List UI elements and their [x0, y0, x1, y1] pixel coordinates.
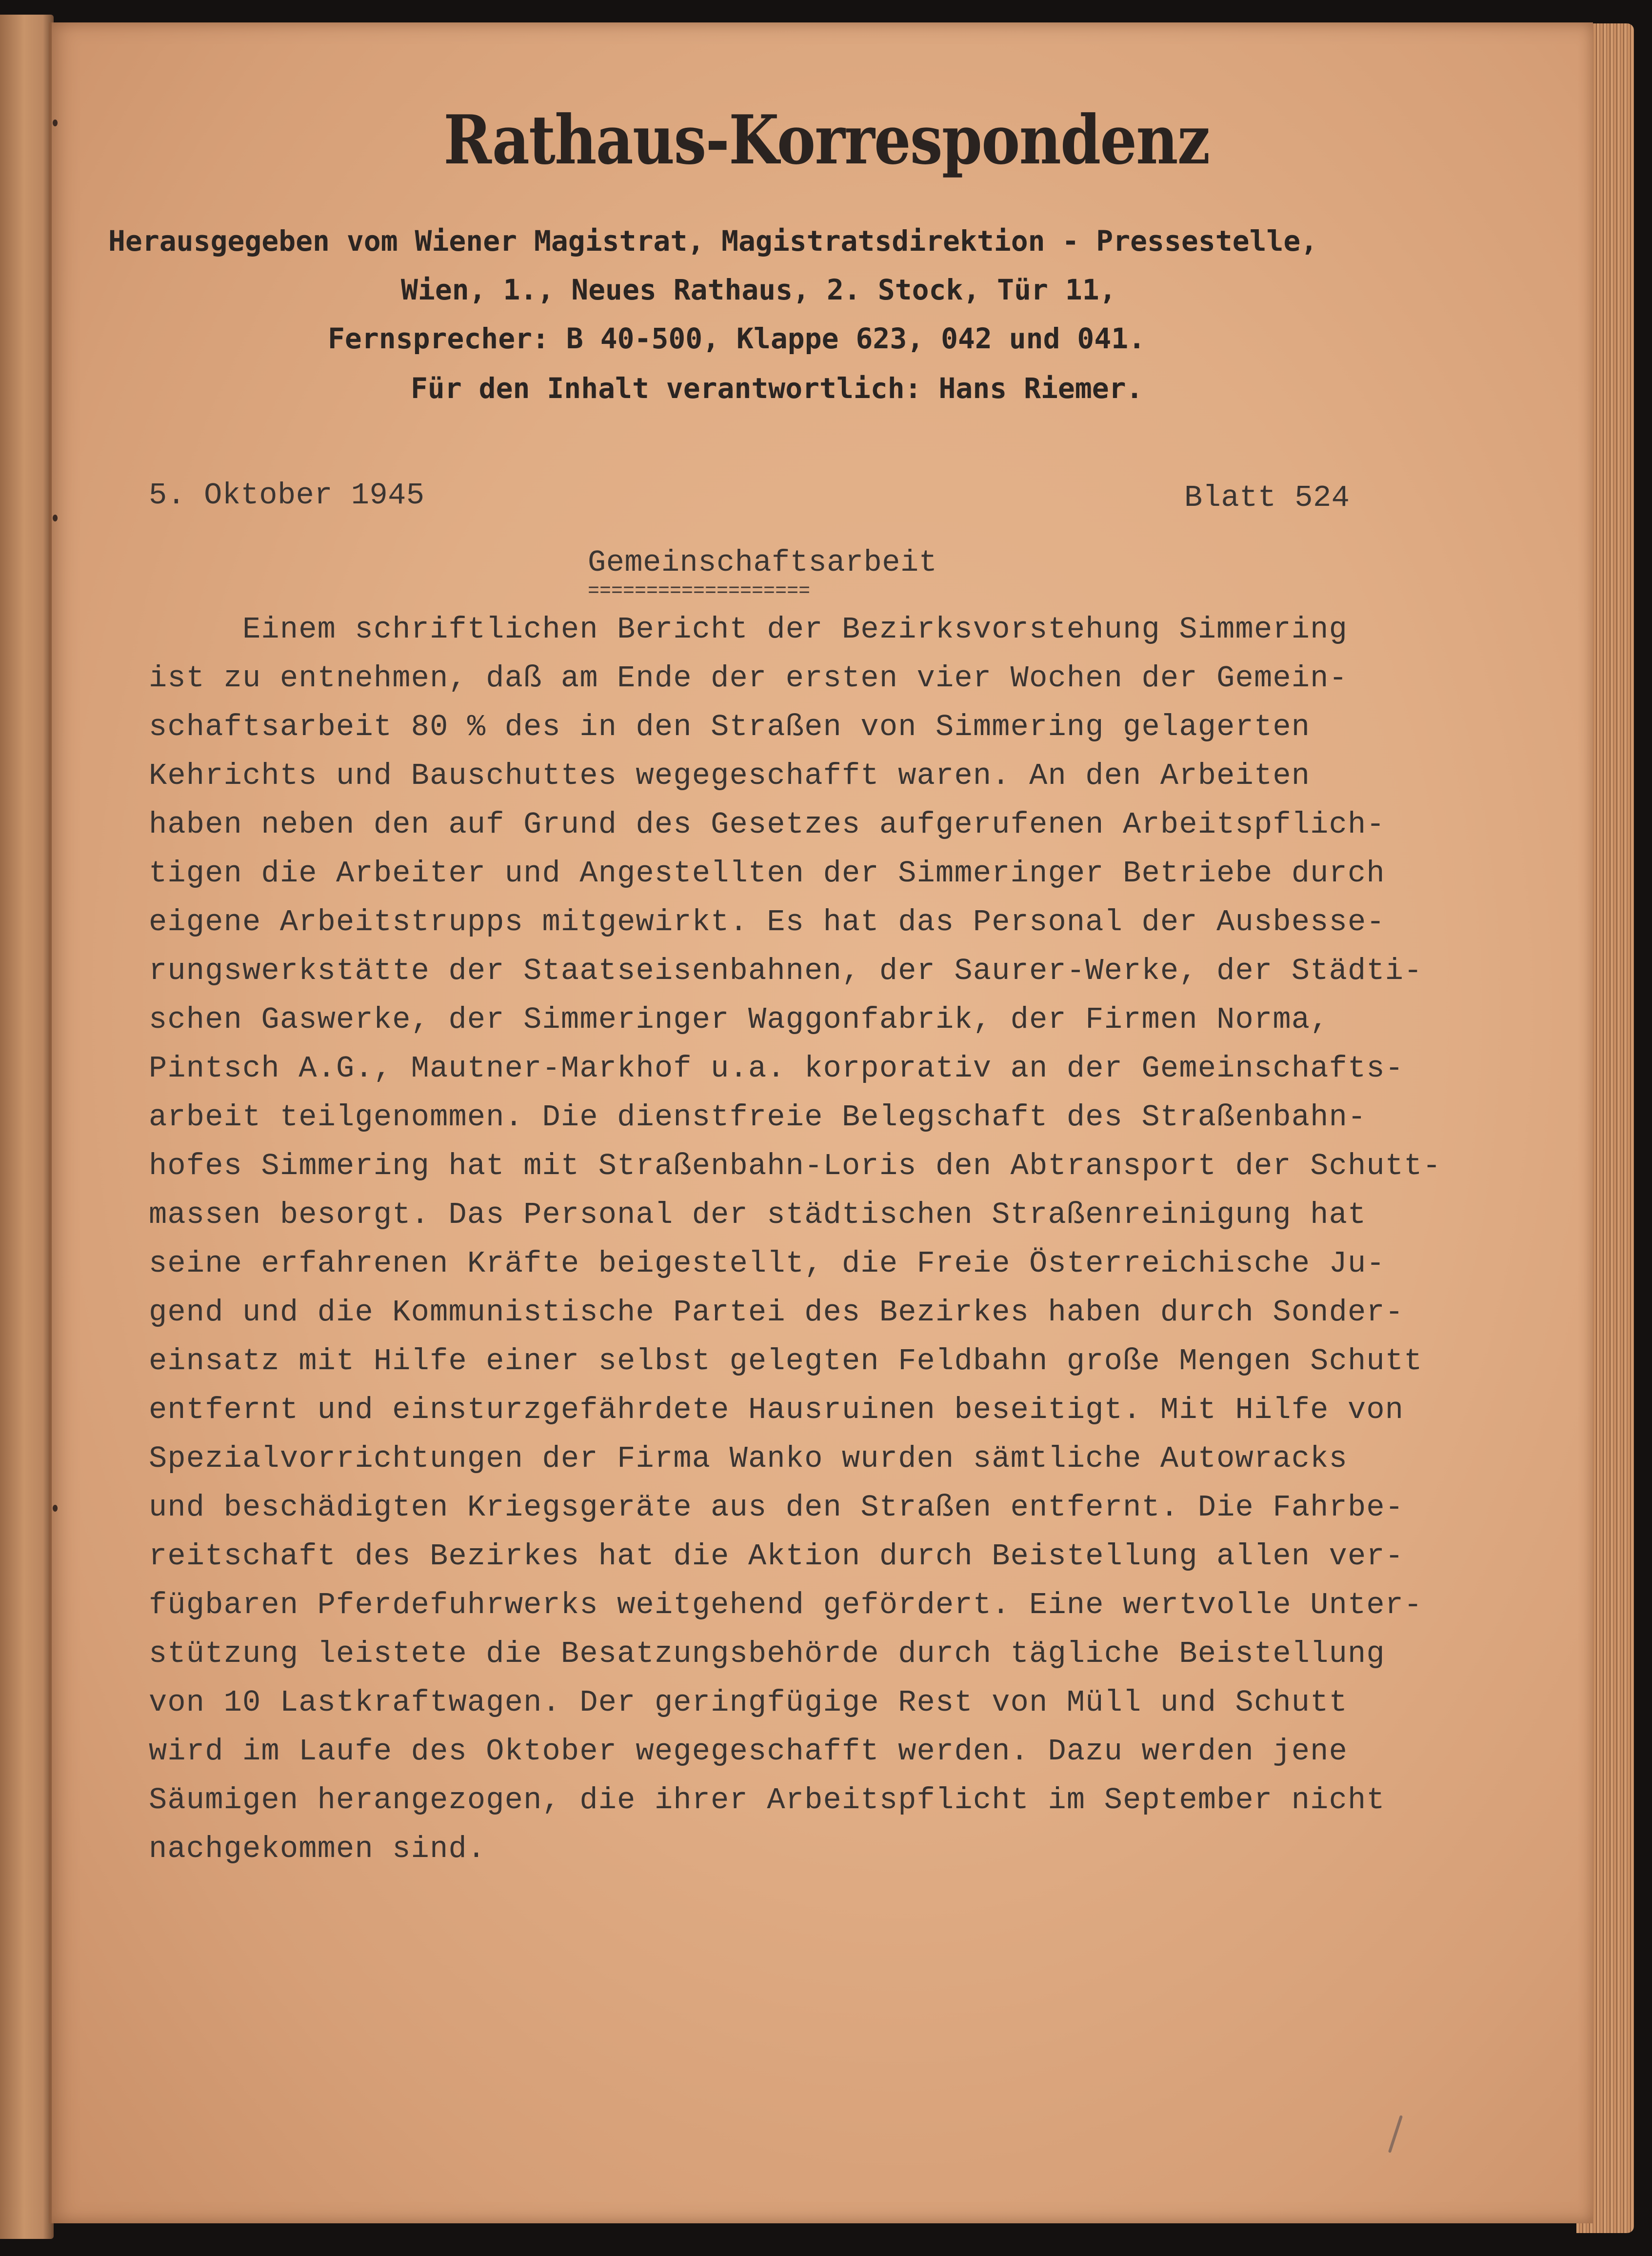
article-title: Gemeinschaftsarbeit — [588, 545, 937, 580]
binding-hole — [53, 1505, 58, 1512]
body-line: fügbaren Pferdefuhrwerks weitgehend gefördert. Eine wertvolle Unter- — [149, 1588, 1423, 1622]
body-line: eigene Arbeitstrupps mitgewirkt. Es hat das Personal der Ausbesse- — [149, 905, 1385, 939]
publisher-line: Herausgegeben vom Wiener Magistrat, Magistratsdirektion - Pressestelle, — [108, 224, 1318, 258]
document-date: 5. Oktober 1945 — [149, 478, 425, 513]
body-line: entfernt und einsturzgefährdete Hausruinen beseitigt. Mit Hilfe von — [149, 1393, 1404, 1427]
body-line: Säumigen herangezogen, die ihrer Arbeitspflicht im September nicht — [149, 1783, 1385, 1817]
title-underline: =================== — [588, 580, 811, 602]
body-line: Kehrichts und Bauschuttes wegegeschafft waren. An den Arbeiten — [149, 759, 1311, 793]
body-line: wird im Laufe des Oktober wegegeschafft werden. Dazu werden jene — [149, 1734, 1348, 1769]
body-line: Spezialvorrichtungen der Firma Wanko wurden sämtliche Autowracks — [149, 1441, 1348, 1476]
body-line: Einem schriftlichen Bericht der Bezirksvorstehung Simmering — [149, 612, 1348, 647]
phone-line: Fernsprecher: B 40-500, Klappe 623, 042 und 041. — [328, 322, 1146, 355]
body-line: schen Gaswerke, der Simmeringer Waggonfabrik, der Firmen Norma, — [149, 1002, 1329, 1037]
body-line: rungswerkstätte der Staatseisenbahnen, der Saurer-Werke, der Städti- — [149, 954, 1423, 988]
body-line: stützung leistete die Besatzungsbehörde durch tägliche Beistellung — [149, 1637, 1385, 1671]
previous-page-edge — [0, 15, 54, 2239]
sheet-number: Blatt 524 — [1184, 480, 1350, 515]
body-line: reitschaft des Bezirkes hat die Aktion durch Beistellung allen ver- — [149, 1539, 1404, 1574]
body-line: nachgekommen sind. — [149, 1832, 486, 1866]
body-line: seine erfahrenen Kräfte beigestellt, die Freie Österreichische Ju- — [149, 1246, 1385, 1281]
body-line: massen besorgt. Das Personal der städtischen Straßenreinigung hat — [149, 1198, 1367, 1232]
binding-hole — [53, 515, 58, 521]
masthead-title: Rathaus-Korrespondenz — [443, 100, 1210, 180]
body-line: hofes Simmering hat mit Straßenbahn-Loris den Abtransport der Schutt- — [149, 1149, 1442, 1183]
body-line: schaftsarbeit 80 % des in den Straßen von Simmering gelagerten — [149, 710, 1311, 744]
body-line: von 10 Lastkraftwagen. Der geringfügige Rest von Müll und Schutt — [149, 1685, 1348, 1720]
body-line: ist zu entnehmen, daß am Ende der ersten vier Wochen der Gemein- — [149, 661, 1348, 696]
binding-hole — [53, 120, 58, 126]
editor-line: Für den Inhalt verantwortlich: Hans Riemer. — [411, 372, 1143, 405]
body-line: einsatz mit Hilfe einer selbst gelegten Feldbahn große Mengen Schutt — [149, 1344, 1423, 1378]
body-line: haben neben den auf Grund des Gesetzes aufgerufenen Arbeitspflich- — [149, 807, 1385, 842]
body-line: gend und die Kommunistische Partei des Bezirkes haben durch Sonder- — [149, 1295, 1404, 1330]
body-line: und beschädigten Kriegsgeräte aus den Straßen entfernt. Die Fahrbe- — [149, 1490, 1404, 1525]
body-line: arbeit teilgenommen. Die dienstfreie Belegschaft des Straßenbahn- — [149, 1100, 1367, 1135]
body-line: Pintsch A.G., Mautner-Markhof u.a. korporativ an der Gemeinschafts- — [149, 1051, 1404, 1086]
address-line: Wien, 1., Neues Rathaus, 2. Stock, Tür 11, — [401, 273, 1116, 306]
body-line: tigen die Arbeiter und Angestellten der Simmeringer Betriebe durch — [149, 856, 1385, 891]
